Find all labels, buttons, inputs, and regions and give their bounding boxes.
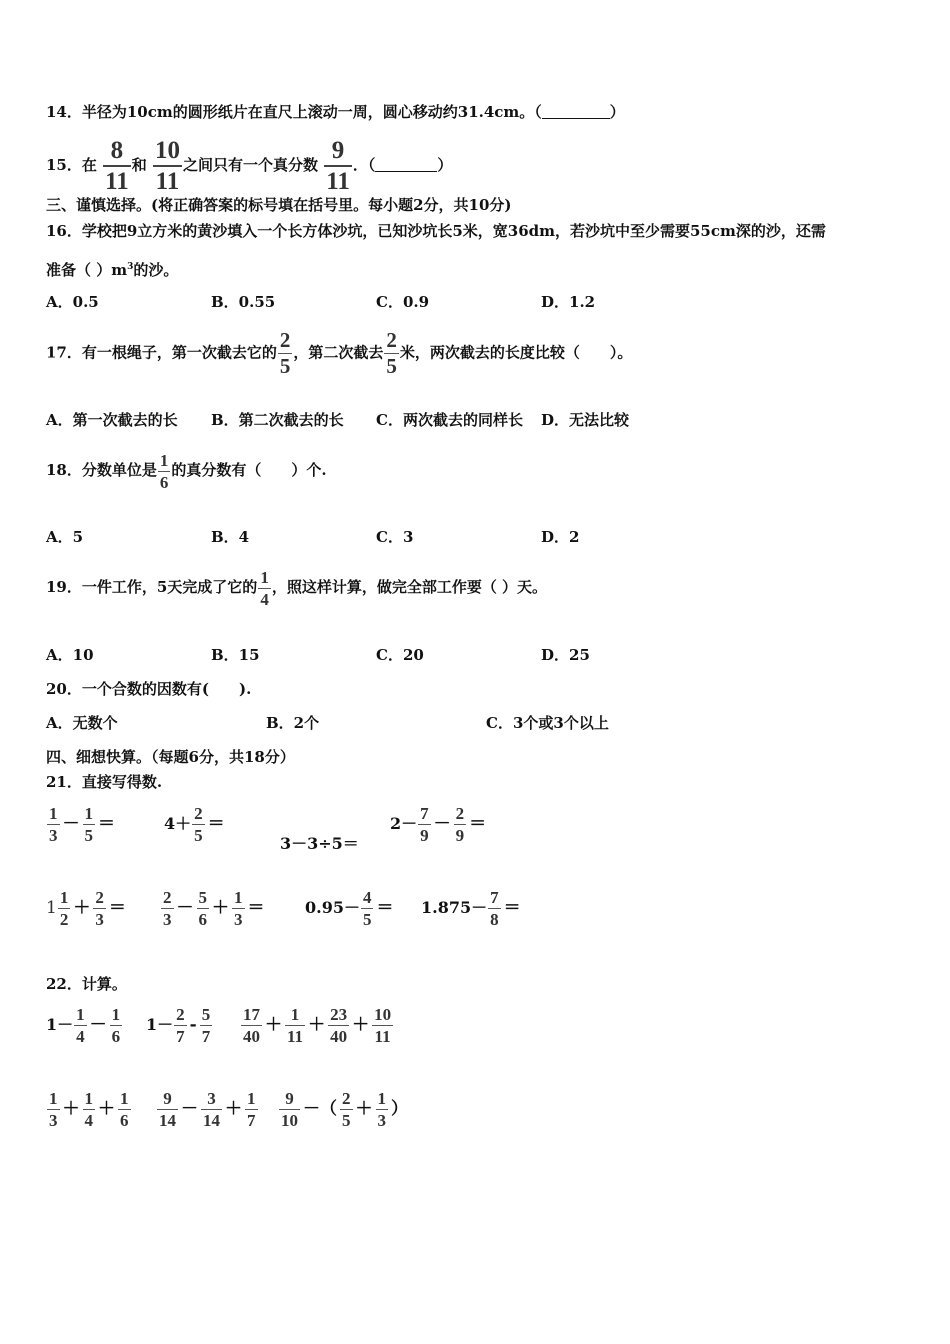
fraction-8-11: $\frac{8}{11}$: [105, 137, 129, 195]
fraction: $\frac{4}{5}$: [362, 888, 372, 929]
question-19: 19．一件工作，5天完成了它的 $\frac{1}{4}$ ，照这样计算，做完全部工作要（ ）天。: [46, 567, 548, 609]
option-17-a[interactable]: A．第一次截去的长: [46, 411, 178, 429]
option-20-b[interactable]: B．2个: [266, 714, 320, 732]
question-14: 14．半径为10cm的圆形纸片在直尺上滚动一周，圆心移动约31.4cm。（ ）: [46, 103, 625, 121]
q21-expression-4: 2－ $\frac{7}{9}$ － $\frac{2}{9}$ ＝: [390, 804, 487, 845]
fraction: $\frac{5}{7}$: [201, 1005, 211, 1046]
fraction: $\frac{1}{4}$: [76, 1005, 85, 1046]
fraction: $\frac{1}{3}$: [377, 1089, 386, 1130]
question-16-line-2: 准备（ ）$m^3$的沙。: [46, 261, 179, 279]
question-20: 20．一个合数的因数有( ).: [46, 680, 252, 698]
q22-expression-1: 1－ $\frac{1}{4}$ － $\frac{1}{6}$: [46, 1005, 121, 1046]
fraction-2-5: $\frac{2}{5}$: [279, 328, 291, 378]
option-18-a[interactable]: A．5: [46, 528, 84, 546]
q22-expression-2: 1－ $\frac{2}{7}$ - $\frac{5}{7}$: [146, 1005, 211, 1046]
option-18-d[interactable]: D．2: [541, 528, 580, 546]
option-17-b[interactable]: B．第二次截去的长: [211, 411, 344, 429]
fraction: $\frac{2}{5}$: [342, 1089, 351, 1130]
q22-expression-5: $\frac{9}{14}$ － $\frac{3}{14}$ ＋ $\frac{1}{7}$: [159, 1089, 256, 1130]
question-16-line-1: 16．学校把9立方米的黄沙填入一个长方体沙坑，已知沙坑长5米，宽36dm，若沙坑中至少需要55cm深的沙，还需: [46, 222, 826, 240]
q21-expression-5: 1 $\frac{1}{2}$ ＋ $\frac{2}{3}$ ＝: [46, 888, 126, 929]
option-19-b[interactable]: B．15: [211, 646, 260, 664]
question-21-title: 21．直接写得数.: [46, 773, 163, 791]
fraction: $\frac{1}{3}$: [49, 804, 58, 845]
section-3-heading: 三、谨慎选择。(将正确答案的标号填在括号里。每小题2分，共10分): [46, 196, 512, 214]
q21-expression-2: 4＋ $\frac{2}{5}$ ＝: [164, 804, 225, 845]
question-14-text: 14．半径为10cm的圆形纸片在直尺上滚动一周，圆心移动约31.4cm。（: [46, 103, 542, 121]
option-20-c[interactable]: C．3个或3个以上: [486, 714, 609, 732]
q22-expression-6: $\frac{9}{10}$ －（ $\frac{2}{5}$ ＋ $\frac{1}{3}$ ）: [281, 1089, 408, 1130]
fraction: $\frac{17}{40}$: [243, 1005, 260, 1046]
fraction-9-11: $\frac{9}{11}$: [326, 137, 350, 195]
option-19-d[interactable]: D．25: [541, 646, 590, 664]
q21-expression-3: 3－3÷5＝: [280, 834, 359, 853]
q21-expression-8: 1.875－ $\frac{7}{8}$ ＝: [421, 888, 521, 929]
answer-blank-15[interactable]: [375, 157, 437, 172]
fraction: $\frac{1}{5}$: [84, 804, 93, 845]
q22-expression-3: $\frac{17}{40}$ ＋ $\frac{1}{11}$ ＋ $\frac{23}{40}$ ＋ $\frac{10}{11}$: [243, 1005, 392, 1046]
fraction: $\frac{1}{2}$: [59, 888, 69, 929]
fraction: $\frac{1}{6}$: [111, 1005, 121, 1046]
q21-expression-1: $\frac{1}{3}$ － $\frac{1}{5}$ ＝: [49, 804, 115, 845]
fraction-2-5-second: $\frac{2}{5}$: [386, 328, 397, 378]
question-22-title: 22．计算。: [46, 975, 127, 993]
fraction: $\frac{10}{11}$: [374, 1005, 392, 1046]
q21-expression-6: $\frac{2}{3}$ － $\frac{5}{6}$ ＋ $\frac{1}{3}$ ＝: [163, 888, 265, 929]
fraction: $\frac{5}{6}$: [198, 888, 207, 929]
fraction: $\frac{2}{3}$: [163, 888, 172, 929]
fraction: $\frac{1}{3}$: [49, 1089, 58, 1130]
option-18-c[interactable]: C．3: [376, 528, 414, 546]
option-16-b[interactable]: B．0.55: [211, 293, 276, 311]
fraction: $\frac{7}{8}$: [490, 888, 499, 929]
section-4-heading: 四、细想快算。（每题6分，共18分）: [46, 748, 295, 766]
option-19-c[interactable]: C．20: [376, 646, 424, 664]
option-17-d[interactable]: D．无法比较: [541, 411, 630, 429]
fraction-10-11: $\frac{10}{11}$: [154, 137, 180, 195]
fraction: $\frac{9}{10}$: [281, 1089, 298, 1130]
fraction: $\frac{23}{40}$: [330, 1005, 348, 1046]
fraction: $\frac{3}{14}$: [203, 1089, 220, 1130]
fraction: $\frac{1}{3}$: [234, 888, 243, 929]
fraction: $\frac{1}{7}$: [247, 1089, 256, 1130]
option-19-a[interactable]: A．10: [46, 646, 94, 664]
question-18: 18．分数单位是 $\frac{1}{6}$ 的真分数有（ ）个.: [46, 450, 327, 492]
q21-expression-7: 0.95－ $\frac{4}{5}$ ＝: [305, 888, 394, 929]
fraction: $\frac{9}{14}$: [159, 1089, 176, 1130]
fraction: $\frac{2}{7}$: [176, 1005, 185, 1046]
question-17: 17．有一根绳子，第一次截去它的 $\frac{2}{5}$ ，第二次截去 $\frac{2}{5}$ 米，两次截去的长度比较（ ）。: [46, 328, 633, 378]
option-16-a[interactable]: A．0.5: [46, 293, 99, 311]
fraction: $\frac{1}{11}$: [287, 1005, 304, 1046]
fraction: $\frac{1}{4}$: [84, 1089, 93, 1130]
option-16-c[interactable]: C．0.9: [376, 293, 430, 311]
fraction-1-4: $\frac{1}{4}$: [260, 567, 269, 609]
fraction: $\frac{2}{9}$: [455, 804, 465, 845]
fraction-1-6: $\frac{1}{6}$: [159, 450, 169, 492]
option-20-a[interactable]: A．无数个: [46, 714, 118, 732]
question-15: 15．在 $\frac{8}{11}$ 和 $\frac{10}{11}$ 之间只有一个真分数 $\frac{9}{11}$ ．（ ）: [46, 137, 453, 195]
option-18-b[interactable]: B．4: [211, 528, 250, 546]
fraction: $\frac{1}{6}$: [120, 1089, 129, 1130]
fraction: $\frac{2}{5}$: [194, 804, 203, 845]
fraction: $\frac{7}{9}$: [420, 804, 429, 845]
q22-expression-4: $\frac{1}{3}$ ＋ $\frac{1}{4}$ ＋ $\frac{1}{6}$: [49, 1089, 129, 1130]
option-16-d[interactable]: D．1.2: [541, 293, 596, 311]
fraction: $\frac{2}{3}$: [95, 888, 104, 929]
answer-blank-14[interactable]: [542, 104, 610, 119]
option-17-c[interactable]: C．两次截去的同样长: [376, 411, 523, 429]
